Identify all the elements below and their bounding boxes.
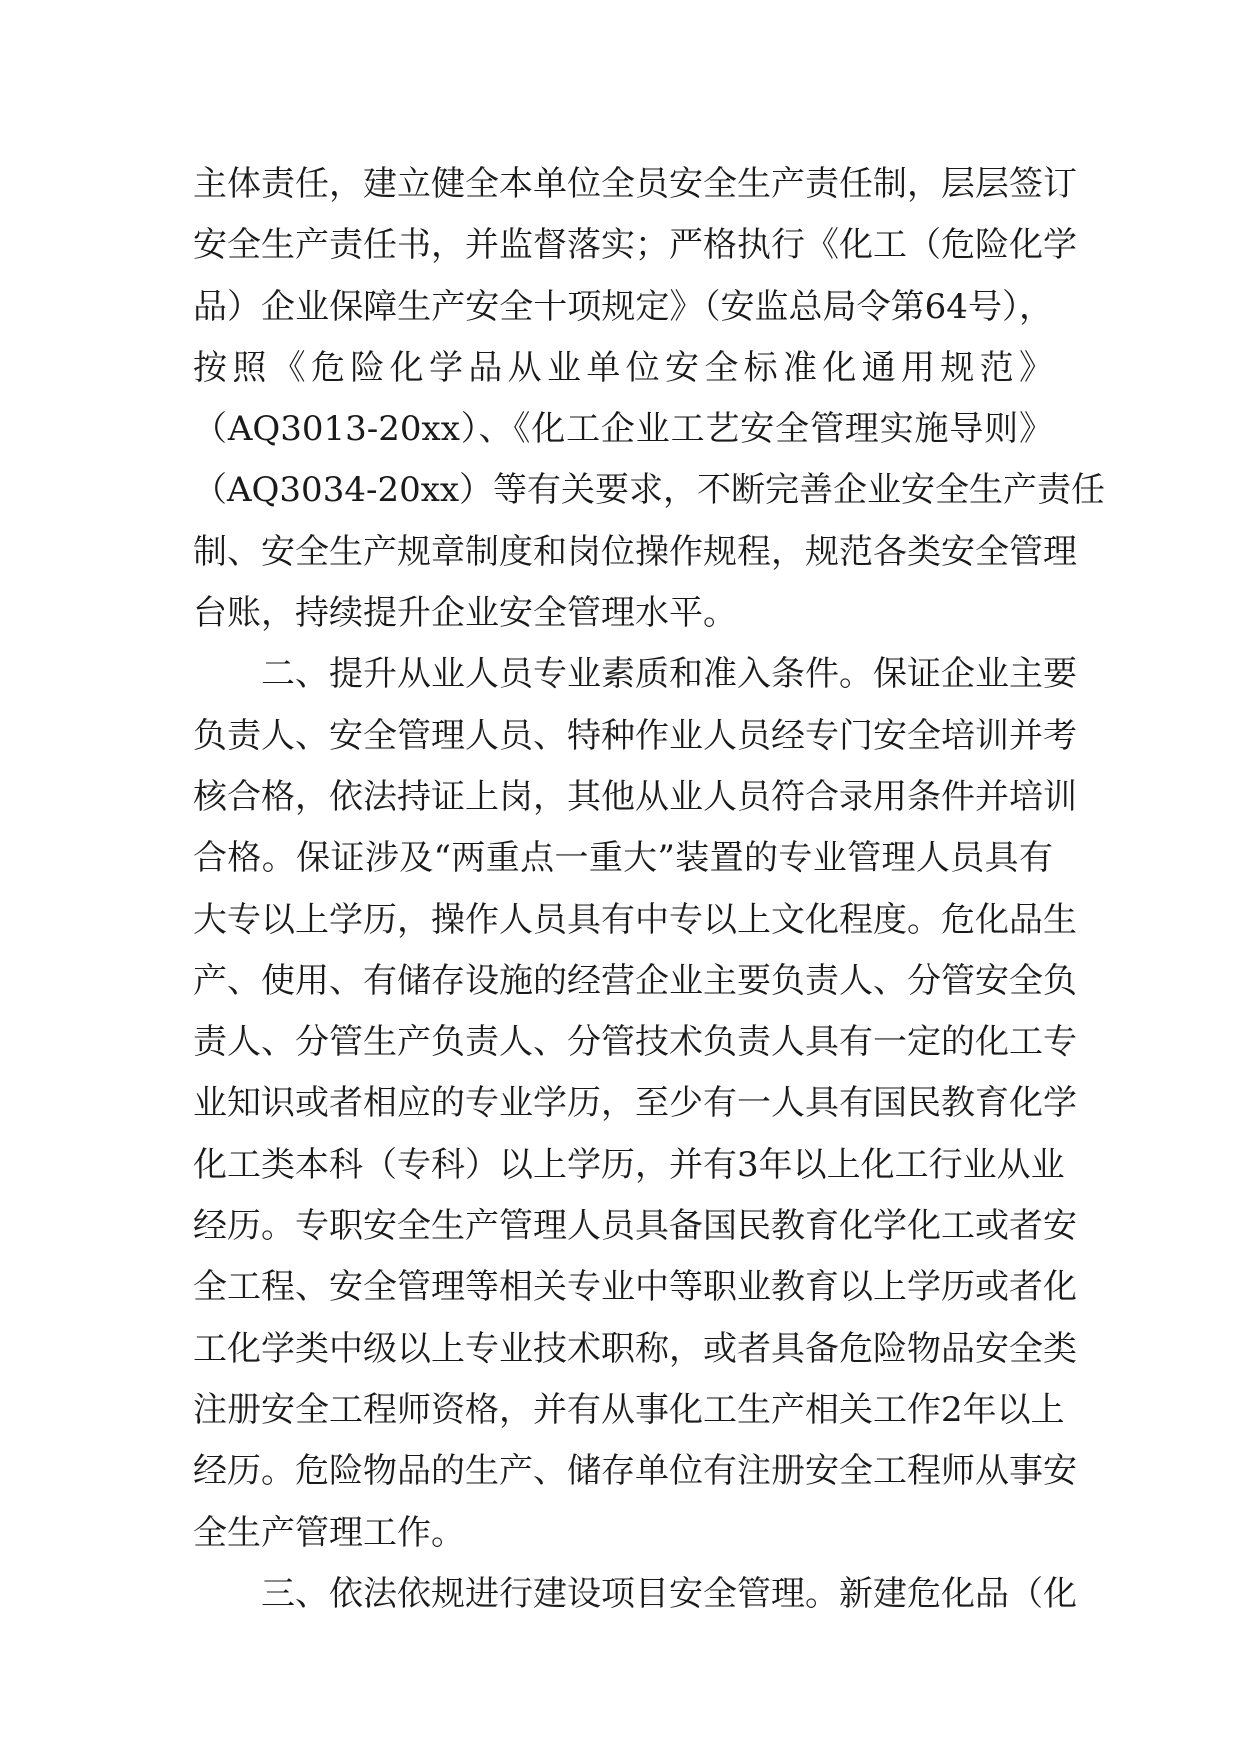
text-line: 制、安全生产规章制度和岗位操作规程，规范各类安全管理 [193,531,1077,572]
text-line: （AQ3034-20xx）等有关要求，不断完善企业安全生产责任 [193,470,1106,511]
text-line: 核合格，依法持证上岗，其他从业人员符合录用条件并培训 [193,776,1077,817]
text-line: （AQ3013-20xx）、《化工企业工艺安全管理实施导则》 [193,409,1053,450]
text-line: 台账，持续提升企业安全管理水平。 [193,593,737,634]
body-text [193,154,1106,1625]
text-line: 责人、分管生产负责人、分管技术负责人具有一定的化工专 [193,1022,1077,1063]
text-line: 二、提升从业人员专业素质和准入条件。保证企业主要 [261,654,1077,695]
text-line: 主体责任，建立健全本单位全员安全生产责任制，层层签订 [193,164,1077,204]
text-line: 全生产管理工作。 [193,1512,465,1553]
text-line: 合格。保证涉及“两重点一重大”装置的专业管理人员具有 [193,838,1053,879]
text-line: 注册安全工程师资格，并有从事化工生产相关工作2年以上 [193,1389,1065,1430]
text-line: 品）企业保障生产安全十项规定》（安监总局令第64号）， [193,286,1053,327]
text-line: 经历。危险物品的生产、储存单位有注册安全工程师从事安 [193,1451,1077,1492]
text-line: 全工程、安全管理等相关专业中等职业教育以上学历或者化 [193,1267,1077,1308]
text-line: 工化学类中级以上专业技术职称，或者具备危险物品安全类 [193,1328,1077,1369]
text-line: 业知识或者相应的专业学历，至少有一人具有国民教育化学 [193,1083,1077,1124]
text-line: 负责人、安全管理人员、特种作业人员经专门安全培训并考 [193,715,1077,756]
text-line: 产、使用、有储存设施的经营企业主要负责人、分管安全负 [193,960,1077,1001]
text-line: 经历。专职安全生产管理人员具备国民教育化学化工或者安 [193,1206,1077,1247]
text-line: 安全生产责任书，并监督落实；严格执行《化工（危险化学 [193,225,1077,266]
text-line: 按照《危险化学品从业单位安全标准化通用规范》 [193,347,1053,388]
text-line: 化工类本科（专科）以上学历，并有3年以上化工行业从业 [193,1144,1065,1185]
text-line: 大专以上学历，操作人员具有中专以上文化程度。危化品生 [193,899,1077,940]
text-line: 三、依法依规进行建设项目安全管理。新建危化品（化 [261,1573,1077,1614]
